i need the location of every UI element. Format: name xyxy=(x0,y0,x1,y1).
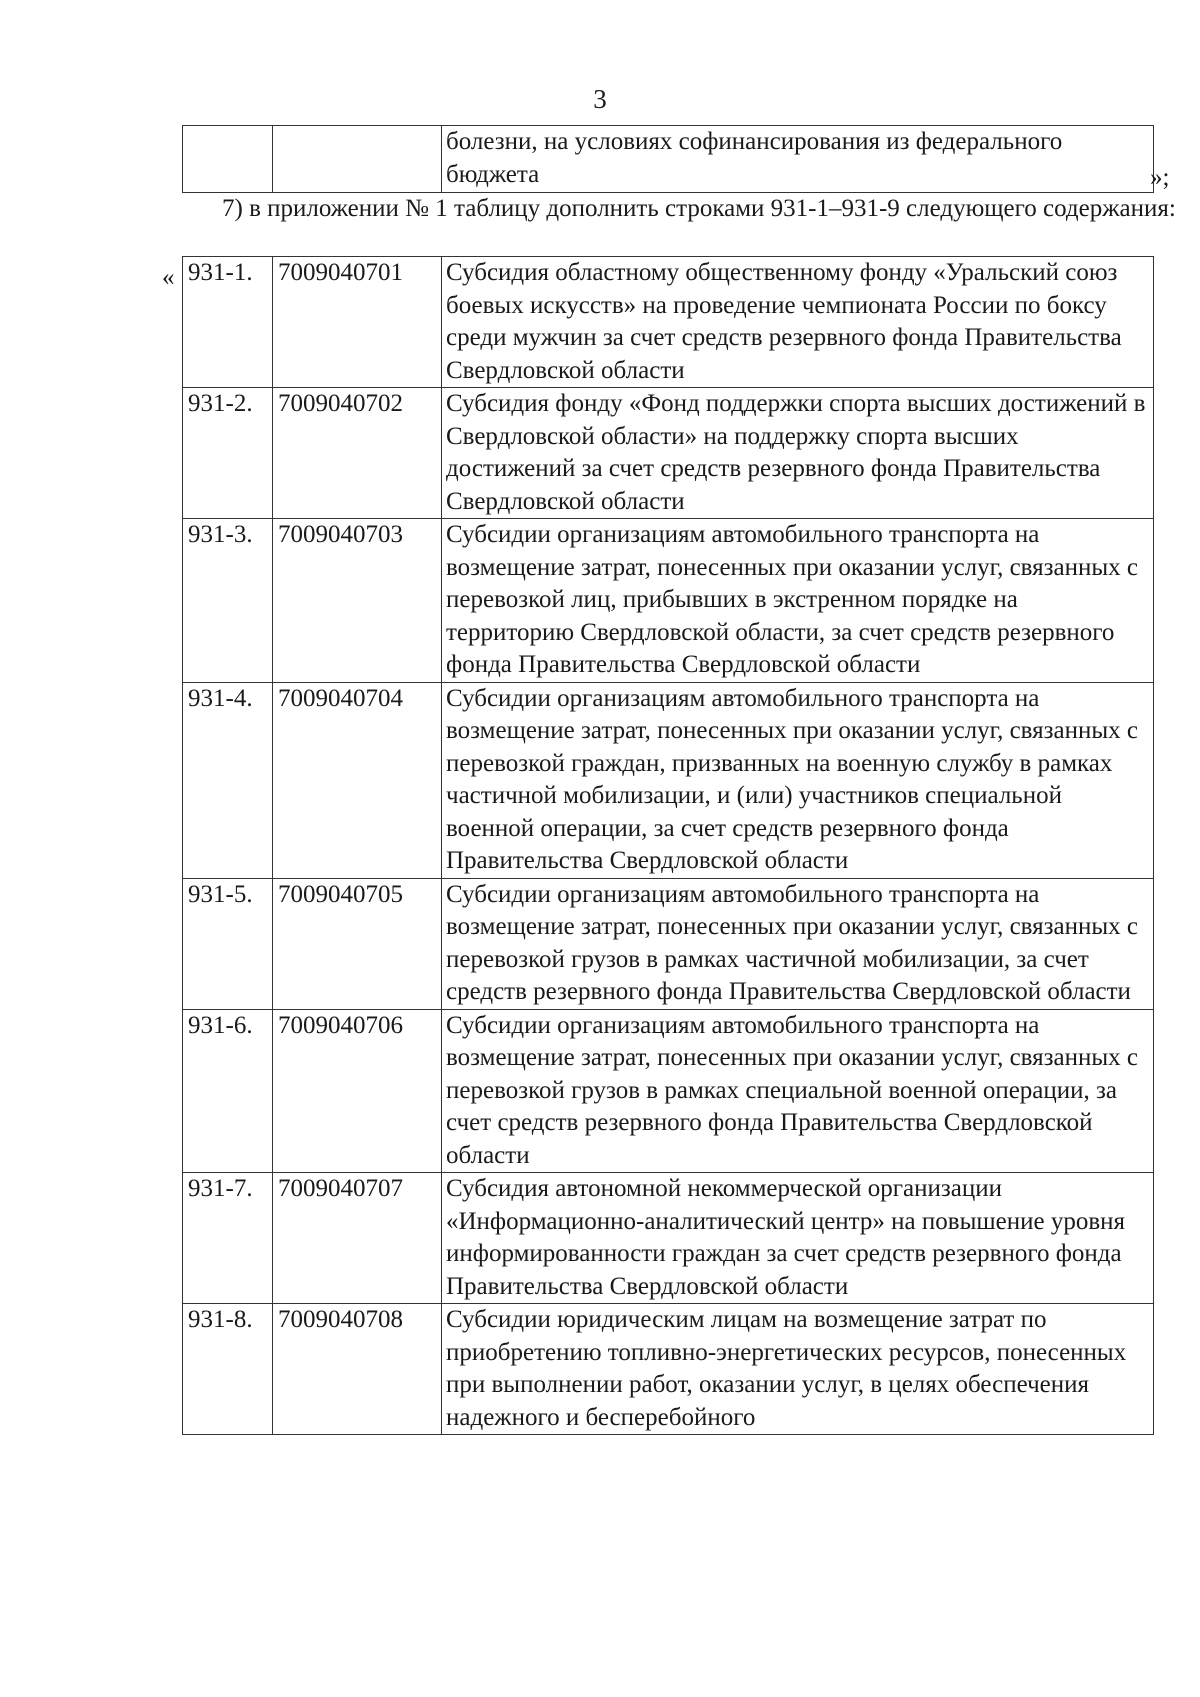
table-row xyxy=(183,388,1154,519)
row-code-cell: 7009040704 xyxy=(273,682,442,878)
row-code-cell: 7009040708 xyxy=(273,1304,442,1435)
amendment-paragraph: 7) в приложении № 1 таблицу дополнить строками 931-1–931-9 следующего содержания: xyxy=(222,195,1176,222)
row-code-cell: 7009040705 xyxy=(273,878,442,1009)
appendix-table xyxy=(182,256,1154,1435)
table-row xyxy=(183,878,1154,1009)
row-text-cell: Субсидия автономной некоммерческой организации «Информационно-аналитический центр» на повышение уровня информированности граждан за счет средств резервного фонда Правительства Свердловской области xyxy=(442,1173,1154,1304)
row-text-cell: Субсидии организациям автомобильного транспорта на возмещение затрат, понесенных при оказании услуг, связанных с перевозкой грузов в рамках частичной мобилизации, за счет средств резервного фонда Правительства Свердловской области xyxy=(442,878,1154,1009)
row-number-cell xyxy=(183,126,273,193)
row-number-cell: 931-5. xyxy=(183,878,273,1009)
row-number-cell: 931-2. xyxy=(183,388,273,519)
table-row xyxy=(183,126,1154,193)
row-number-cell: 931-8. xyxy=(183,1304,273,1435)
row-code-cell: 7009040702 xyxy=(273,388,442,519)
table-row xyxy=(183,1173,1154,1304)
page-number: 3 xyxy=(593,84,607,114)
row-text-cell: Субсидии организациям автомобильного транспорта на возмещение затрат, понесенных при оказании услуг, связанных с перевозкой граждан, призванных на военную службу в рамках частичной мобилизации, и (или) участников специальной военной операции, за счет средств резервного фонда Правительства Свердловской области xyxy=(442,682,1154,878)
row-code-cell: 7009040701 xyxy=(273,257,442,388)
table-body xyxy=(183,257,1154,1435)
table-row xyxy=(183,519,1154,683)
row-number-cell: 931-7. xyxy=(183,1173,273,1304)
closing-quote: »; xyxy=(1150,164,1170,191)
row-text-cell: Субсидии организациям автомобильного транспорта на возмещение затрат, понесенных при оказании услуг, связанных с перевозкой лиц, прибывших в экстренном порядке на территорию Свердловской области, за счет средств резервного фонда Правительства Свердловской области xyxy=(442,519,1154,683)
row-code-cell xyxy=(273,126,442,193)
row-number-cell: 931-1. xyxy=(183,257,273,388)
row-number-cell: 931-4. xyxy=(183,682,273,878)
table-row xyxy=(183,682,1154,878)
row-text-cell: Субсидии юридическим лицам на возмещение затрат по приобретению топливно-энергетических ресурсов, понесенных при выполнении работ, оказании услуг, в целях обеспечения надежного и бесперебойного xyxy=(442,1304,1154,1435)
top-table-fragment xyxy=(182,125,1154,193)
row-text-cell: болезни, на условиях софинансирования из федерального бюджета xyxy=(442,126,1154,193)
row-code-cell: 7009040706 xyxy=(273,1009,442,1173)
row-text-cell: Субсидия фонду «Фонд поддержки спорта высших достижений в Свердловской области» на поддержку спорта высших достижений за счет средств резервного фонда Правительства Свердловской области xyxy=(442,388,1154,519)
row-text-cell: Субсидии организациям автомобильного транспорта на возмещение затрат, понесенных при оказании услуг, связанных с перевозкой грузов в рамках специальной военной операции, за счет средств резервного фонда Правительства Свердловской области xyxy=(442,1009,1154,1173)
opening-quote: « xyxy=(162,264,175,291)
row-number-cell: 931-3. xyxy=(183,519,273,683)
row-text-cell: Субсидия областному общественному фонду «Уральский союз боевых искусств» на проведение чемпионата России по боксу среди мужчин за счет средств резервного фонда Правительства Свердловской области xyxy=(442,257,1154,388)
table-row xyxy=(183,1304,1154,1435)
row-code-cell: 7009040703 xyxy=(273,519,442,683)
row-number-cell: 931-6. xyxy=(183,1009,273,1173)
table-row xyxy=(183,1009,1154,1173)
table-row xyxy=(183,257,1154,388)
row-code-cell: 7009040707 xyxy=(273,1173,442,1304)
